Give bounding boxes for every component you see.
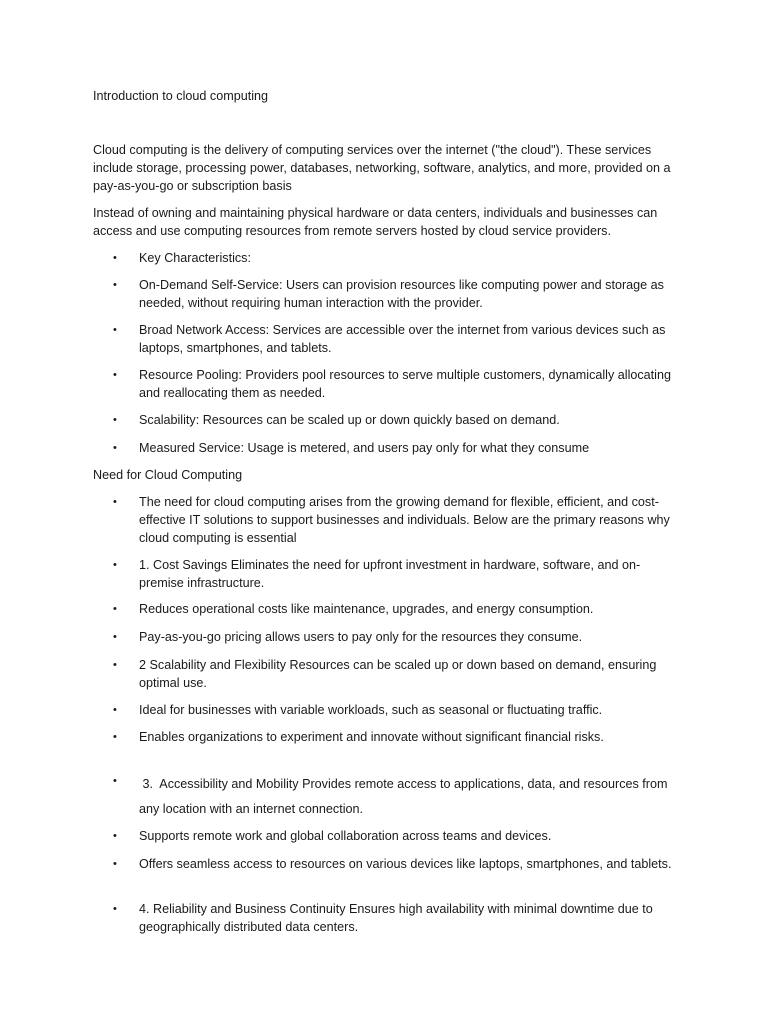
list-item xyxy=(113,900,693,936)
list-item xyxy=(113,701,693,719)
list-item-text: Key Characteristics: xyxy=(139,251,251,265)
list-item xyxy=(113,827,693,845)
list-item-text: Supports remote work and global collaboration across teams and devices. xyxy=(139,829,552,843)
list-item-text: Resource Pooling: Providers pool resources to serve multiple customers, dynamically allocating and reallocating them as needed. xyxy=(139,368,671,400)
bullet-icon: • xyxy=(113,414,117,426)
bullet-icon: • xyxy=(113,631,117,643)
list-item-text: 1. Cost Savings Eliminates the need for upfront investment in hardware, software, and on-premise infrastructure. xyxy=(139,558,641,590)
list-item-text: On-Demand Self-Service: Users can provision resources like computing power and storage as needed, without requiring human interaction with the provider. xyxy=(139,278,664,310)
list-item-text: 4. Reliability and Business Continuity Ensures high availability with minimal downtime due to geographically distributed data centers. xyxy=(139,902,653,934)
list-item xyxy=(113,656,693,692)
intro-paragraph: Cloud computing is the delivery of computing services over the internet ("the cloud"). These services include storage, processing power, databases, networking, software, analytics, and more, provided on a pay-as-you-go or subscription basis xyxy=(93,143,671,193)
list-item xyxy=(113,728,693,746)
bullet-icon: • xyxy=(113,252,117,264)
list-item xyxy=(113,411,693,429)
bullet-icon: • xyxy=(113,659,117,671)
list-item xyxy=(113,276,693,312)
bullet-icon: • xyxy=(113,442,117,454)
bullet-icon: • xyxy=(113,704,117,716)
bullet-icon: • xyxy=(113,559,117,571)
list-item-text: Broad Network Access: Services are accessible over the internet from various devices such as laptops, smartphones, and tablets. xyxy=(139,323,666,355)
list-item xyxy=(113,493,693,547)
list-item xyxy=(113,855,693,873)
list-item-text: 2 Scalability and Flexibility Resources can be scaled up or down based on demand, ensuring optimal use. xyxy=(139,658,657,690)
bullet-icon: • xyxy=(113,324,117,336)
list-item-text: Reduces operational costs like maintenance, upgrades, and energy consumption. xyxy=(139,602,594,616)
list-item-text: The need for cloud computing arises from the growing demand for flexible, efficient, and cost-effective IT solutions to support businesses and individuals. Below are the primary reasons why cloud computing is essential xyxy=(139,495,670,545)
list-item xyxy=(113,628,693,646)
bullet-icon: • xyxy=(113,775,117,787)
list-item-text: Pay-as-you-go pricing allows users to pay only for the resources they consume. xyxy=(139,630,583,644)
list-item xyxy=(113,366,693,402)
bullet-icon: • xyxy=(113,731,117,743)
bullet-icon: • xyxy=(113,279,117,291)
intro-paragraph: Instead of owning and maintaining physical hardware or data centers, individuals and businesses can access and use computing resources from remote servers hosted by cloud service providers. xyxy=(93,206,658,238)
list-item-text: Scalability: Resources can be scaled up or down quickly based on demand. xyxy=(139,413,560,427)
list-item xyxy=(113,556,693,592)
bullet-icon: • xyxy=(113,830,117,842)
document-title: Introduction to cloud computing xyxy=(93,89,269,103)
list-item xyxy=(113,249,693,267)
list-item xyxy=(113,439,693,457)
list-item-text: Ideal for businesses with variable workloads, such as seasonal or fluctuating traffic. xyxy=(139,703,603,717)
bullet-icon: • xyxy=(113,903,117,915)
list-item-text: Offers seamless access to resources on various devices like laptops, smartphones, and tablets. xyxy=(139,857,672,871)
bullet-icon: • xyxy=(113,496,117,508)
list-item-text: Measured Service: Usage is metered, and users pay only for what they consume xyxy=(139,441,590,455)
list-item xyxy=(113,321,693,357)
list-item xyxy=(113,600,693,618)
list-item-text: 3. Accessibility and Mobility Provides remote access to applications, data, and resources from any location with an internet connection. xyxy=(139,777,671,816)
bullet-icon: • xyxy=(113,369,117,381)
list-item-text: Enables organizations to experiment and innovate without significant financial risks. xyxy=(139,730,604,744)
list-item xyxy=(113,772,693,822)
bullet-icon: • xyxy=(113,858,117,870)
section-heading: Need for Cloud Computing xyxy=(93,468,243,482)
bullet-icon: • xyxy=(113,603,117,615)
